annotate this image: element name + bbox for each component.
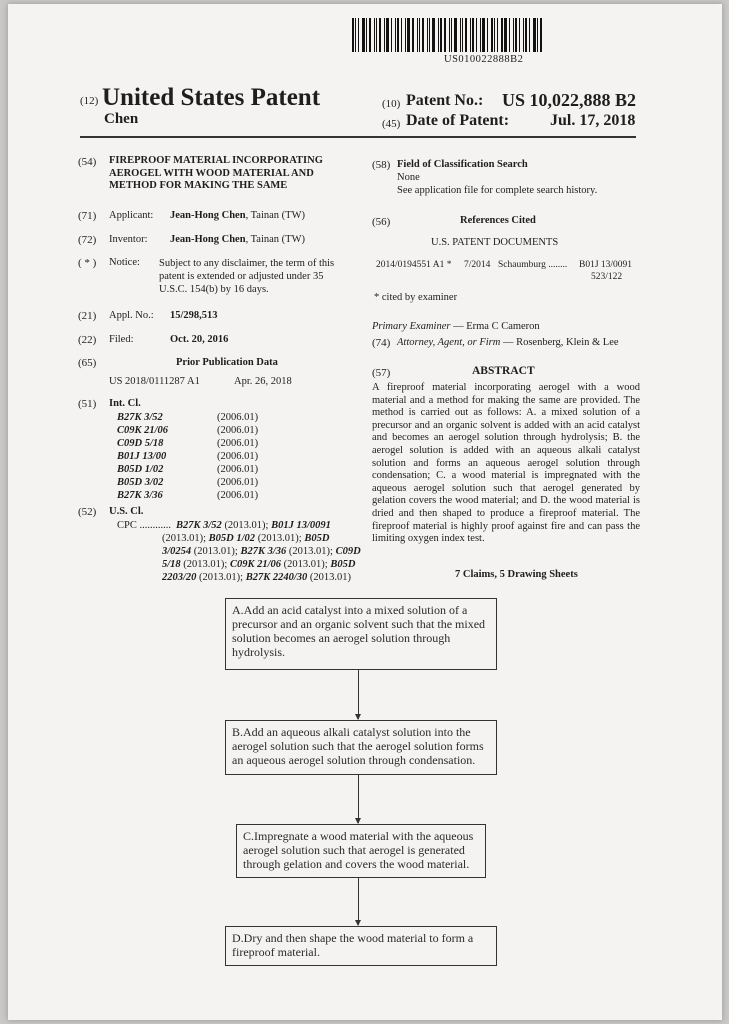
int-cl-code: C09K 21/06: [117, 425, 169, 436]
cpc-code: 2203/20: [162, 572, 197, 583]
barcode-bar: [366, 18, 367, 52]
cpc-code: B05D 1/02: [208, 533, 256, 544]
field-number-notice: ( * ): [78, 257, 97, 269]
notice-label: Notice:: [109, 257, 140, 268]
barcode-bar: [391, 18, 392, 52]
barcode-bar: [417, 18, 418, 52]
field-number-74: (74): [372, 337, 391, 349]
abstract-text: A fireproof material incorporating aerogel with a wood material and a method for making the same are provided. The method is carried out as follows: A. a mixed solution of a precursor and an organic solvent is added with an acid catalyst and becomes an aerogel solution through hydrolysis; B. the aerogel solution is added with an aqueous alkali catalyst solution and forms an aqueous aerogel solution through condensation; C. a wood material is impregnated with the aqueous aerogel solution such that aerogel generated by gelation covers the wood material; and D. the wood material is dried and then shaped to produce a fireproof material. The fireproof material is highly proof against fire and can pass the limiting oxygen index test.: [372, 382, 640, 545]
barcode-bar: [379, 18, 381, 52]
cpc-code: B27K 3/36: [240, 546, 287, 557]
cpc-code: 3/0254: [162, 546, 192, 557]
inventor-place: , Tainan (TW): [245, 234, 305, 245]
date-of-patent: Jul. 17, 2018: [550, 112, 636, 129]
references-cited-label: References Cited: [460, 215, 536, 226]
prior-publication-number: US 2018/0111287 A1: [109, 376, 200, 387]
int-cl-date: (2006.01): [217, 438, 259, 449]
barcode-bar: [374, 18, 375, 52]
document-title: United States Patent: [102, 84, 321, 111]
cpc-line: [176, 520, 331, 531]
attorney-name: — Rosenberg, Klein & Lee: [500, 337, 619, 348]
int-cl-code: B01J 13/00: [117, 451, 167, 462]
inventor-surname: Chen: [104, 111, 139, 127]
barcode-bar: [384, 18, 385, 52]
us-patent-documents-heading: U.S. PATENT DOCUMENTS: [431, 237, 559, 248]
barcode-bar: [432, 18, 435, 52]
barcode-bar: [465, 18, 467, 52]
barcode-bar: [355, 18, 356, 52]
barcode-bar: [537, 18, 538, 52]
barcode-bar: [429, 18, 430, 52]
barcode-bar: [451, 18, 452, 52]
int-cl-row: [117, 438, 258, 449]
cpc-code: 5/18: [162, 559, 181, 570]
cpc-line: [162, 546, 361, 557]
barcode: [352, 18, 548, 52]
field-number-52: (52): [78, 506, 97, 518]
int-cl-date: (2006.01): [217, 425, 259, 436]
barcode-bar: [427, 18, 428, 52]
int-cl-code: C09D 5/18: [117, 438, 164, 449]
int-cl-date: (2006.01): [217, 464, 259, 475]
cpc-label: CPC ............: [117, 520, 171, 531]
reference-class: B01J 13/0091: [579, 260, 633, 270]
flow-step-a: A.Add an acid catalyst into a mixed solution of a precursor and an organic solvent such that the mixed solution becomes an aerogel solution through hydrolysis.: [225, 598, 497, 670]
barcode-bar: [460, 18, 461, 52]
field-number-12: (12): [80, 95, 99, 107]
cpc-code: C09D: [335, 546, 361, 557]
cpc-code: B27K 2240/30: [245, 572, 308, 583]
cpc-code: B27K 3/52: [176, 520, 222, 531]
classification-search-note: See application file for complete search history.: [397, 185, 598, 196]
barcode-bar: [525, 18, 527, 52]
barcode-bar: [454, 18, 457, 52]
primary-examiner: [372, 321, 540, 332]
patent-page: [8, 4, 722, 1020]
title-line: AEROGEL WITH WOOD MATERIAL AND: [109, 167, 314, 179]
barcode-bar: [504, 18, 507, 52]
int-cl-date: (2006.01): [217, 477, 259, 488]
barcode-bar: [422, 18, 424, 52]
cpc-code: B01J 13/0091: [271, 520, 331, 531]
barcode-bar: [533, 18, 536, 52]
cpc-line: [162, 572, 351, 583]
barcode-bar: [386, 18, 389, 52]
reference-date: 7/2014: [464, 260, 491, 270]
cpc-date: (2013.01): [307, 572, 352, 583]
barcode-bar: [540, 18, 542, 52]
notice-line: patent is extended or adjusted under 35: [159, 271, 324, 282]
cpc-date: (2013.01);: [196, 572, 246, 583]
int-cl-code: B05D 3/02: [117, 477, 164, 488]
applicant: [170, 210, 305, 221]
inventor: [170, 234, 305, 245]
inventor-label: Inventor:: [109, 234, 148, 245]
prior-publication-date: Apr. 26, 2018: [234, 376, 292, 387]
cited-by-examiner: * cited by examiner: [374, 292, 458, 303]
attorney-label: Attorney, Agent, or Firm: [397, 337, 501, 348]
applicant-label: Applicant:: [109, 210, 154, 221]
applicant-name: Jean-Hong Chen: [170, 210, 246, 221]
filed-label: Filed:: [109, 334, 134, 345]
int-cl-code: B05D 1/02: [117, 464, 164, 475]
barcode-bar: [523, 18, 524, 52]
int-cl-code: B27K 3/36: [117, 490, 163, 501]
classification-search-value: None: [397, 172, 420, 183]
primary-examiner-name: — Erma C Cameron: [450, 321, 540, 332]
date-of-patent-label: Date of Patent:: [406, 112, 510, 129]
cpc-date: (2013.01);: [281, 559, 331, 570]
barcode-bar: [397, 18, 399, 52]
flow-arrow: [358, 878, 359, 925]
field-number-58: (58): [372, 159, 391, 171]
int-cl-row: [117, 412, 258, 423]
barcode-bar: [369, 18, 371, 52]
reference-name: Schaumburg ........: [498, 260, 568, 270]
int-cl-row: [117, 425, 258, 436]
barcode-bar: [513, 18, 514, 52]
barcode-bar: [497, 18, 498, 52]
patent-number: US 10,022,888 B2: [502, 90, 637, 110]
barcode-bar: [470, 18, 471, 52]
notice-line: U.S.C. 154(b) by 16 days.: [159, 284, 269, 295]
int-cl-row: [117, 451, 258, 462]
prior-publication-heading: Prior Publication Data: [176, 357, 278, 368]
barcode-bar: [519, 18, 520, 52]
cpc-date: (2013.01);: [191, 546, 241, 557]
flow-arrow: [358, 670, 359, 719]
int-cl-row: [117, 464, 258, 475]
barcode-bar: [395, 18, 396, 52]
cpc-date: (2013.01);: [286, 546, 336, 557]
field-number-71: (71): [78, 210, 97, 222]
barcode-bar: [362, 18, 365, 52]
reference-number: 2014/0194551 A1 *: [376, 260, 452, 270]
barcode-bar: [412, 18, 414, 52]
int-cl-row: [117, 477, 258, 488]
flow-step-d: D.Dry and then shape the wood material to form a fireproof material.: [225, 926, 497, 966]
int-cl-code: B27K 3/52: [117, 412, 163, 423]
cpc-line: [162, 559, 355, 570]
inventor-name: Jean-Hong Chen: [170, 234, 246, 245]
cpc-line: [162, 533, 329, 544]
title-line: FIREPROOF MATERIAL INCORPORATING: [109, 155, 323, 166]
barcode-bar: [405, 18, 406, 52]
barcode-number: US010022888B2: [444, 54, 524, 65]
barcode-bar: [482, 18, 485, 52]
notice-line: Subject to any disclaimer, the term of this: [159, 258, 335, 269]
invention-title: [109, 155, 323, 193]
patent-number-label: Patent No.:: [406, 92, 484, 109]
barcode-bar: [376, 18, 377, 52]
cpc-date: (2013.01);: [180, 559, 230, 570]
field-number-51: (51): [78, 398, 97, 410]
int-cl-date: (2006.01): [217, 490, 259, 501]
barcode-bar: [449, 18, 450, 52]
header-rule: [80, 136, 636, 138]
barcode-bar: [358, 18, 359, 52]
barcode-bar: [352, 18, 354, 52]
barcode-bar: [494, 18, 495, 52]
field-number-10: (10): [382, 98, 401, 110]
appl-no-label: Appl. No.:: [109, 310, 154, 321]
barcode-bar: [501, 18, 503, 52]
barcode-bar: [472, 18, 474, 52]
barcode-bar: [444, 18, 446, 52]
us-cl-label: U.S. Cl.: [109, 506, 144, 517]
field-number-22: (22): [78, 334, 97, 346]
abstract-heading: ABSTRACT: [472, 365, 535, 377]
cpc-date: (2013.01);: [221, 520, 272, 531]
cpc-code: C09K 21/06: [229, 559, 282, 570]
barcode-bar: [462, 18, 463, 52]
appl-no: 15/298,513: [170, 310, 218, 321]
barcode-bar: [438, 18, 439, 52]
field-number-65: (65): [78, 357, 97, 369]
barcode-bar: [401, 18, 402, 52]
barcode-bar: [480, 18, 481, 52]
int-cl-row: [117, 490, 258, 501]
field-number-45: (45): [382, 118, 401, 130]
cpc-date: (2013.01);: [162, 533, 209, 544]
primary-examiner-label: Primary Examiner: [372, 321, 451, 332]
barcode-bar: [419, 18, 420, 52]
title-line: METHOD FOR MAKING THE SAME: [109, 180, 288, 191]
barcode-bar: [515, 18, 517, 52]
filed-date: Oct. 20, 2016: [170, 334, 229, 345]
barcode-bar: [491, 18, 493, 52]
barcode-bar: [529, 18, 530, 52]
field-number-21: (21): [78, 310, 97, 322]
field-number-54: (54): [78, 156, 97, 168]
barcode-bar: [476, 18, 477, 52]
classification-search-label: Field of Classification Search: [397, 159, 528, 170]
barcode-bar: [440, 18, 442, 52]
attorney: [397, 337, 619, 348]
barcode-bar: [407, 18, 410, 52]
reference-class-secondary: 523/122: [591, 272, 623, 282]
claims-summary: 7 Claims, 5 Drawing Sheets: [455, 569, 578, 580]
cpc-code: B05D: [304, 533, 330, 544]
barcode-bar: [509, 18, 510, 52]
int-cl-label: Int. Cl.: [109, 398, 141, 409]
int-cl-date: (2006.01): [217, 451, 259, 462]
flow-step-b: B.Add an aqueous alkali catalyst solution into the aerogel solution such that the aerogel solution forms an aqueous aerogel solution through condensation.: [225, 720, 497, 775]
flow-step-c: C.Impregnate a wood material with the aqueous aerogel solution such that aerogel is generated through gelation and covers the wood material.: [236, 824, 486, 878]
field-number-56: (56): [372, 216, 391, 228]
notice-text: [159, 257, 334, 296]
barcode-bar: [487, 18, 488, 52]
cpc-code: B05D: [330, 559, 356, 570]
int-cl-date: (2006.01): [217, 412, 259, 423]
cpc-date: (2013.01);: [255, 533, 305, 544]
field-number-72: (72): [78, 234, 97, 246]
flow-arrow: [358, 775, 359, 823]
field-number-57: (57): [372, 367, 391, 379]
applicant-place: , Tainan (TW): [245, 210, 305, 221]
